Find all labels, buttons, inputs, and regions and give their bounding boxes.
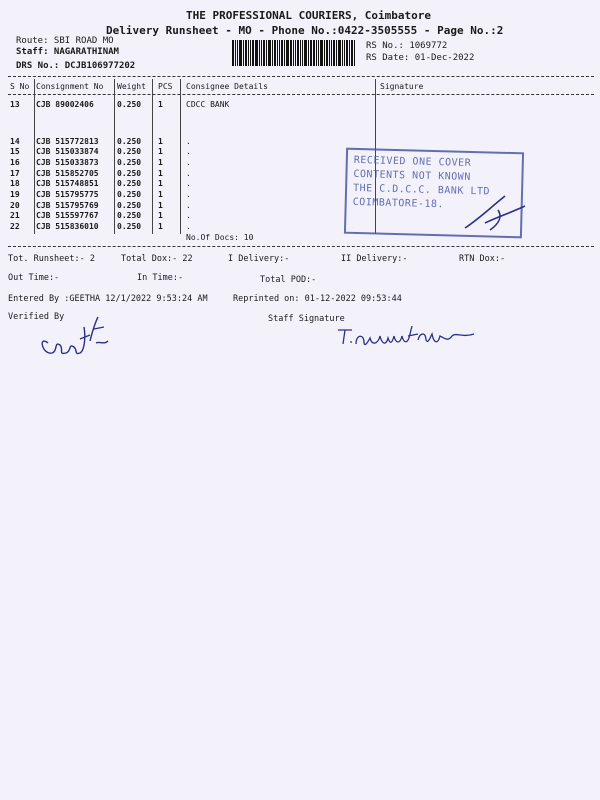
rs-number: RS No.: 1069772 — [366, 41, 448, 51]
barcode-bar — [318, 40, 319, 66]
barcode-bar — [279, 40, 280, 66]
barcode-bar — [232, 40, 234, 66]
divider — [8, 94, 594, 95]
barcode-bar — [302, 40, 303, 66]
barcode-bar — [297, 40, 299, 66]
barcode-bar — [295, 40, 296, 66]
staff-label: Staff: NAGARATHINAM — [16, 47, 119, 57]
barcode-bar — [331, 40, 332, 66]
stamp-signature — [460, 188, 530, 238]
runsheet-page: THE PROFESSIONAL COURIERS, Coimbatore Delivery Runsheet - MO - Phone No.:0422-3505555 - Page No.:2 Route: SBI ROAD MO Staff: NAGARATHINAM DRS No.: DCJB106977202 RS No.: 1069772 RS Date: 01-Dec-2022 S No Consignment No Weight PCS Consignee Details Signature 13 CJB 89002406 0.250 1 CDCC BANK 14 CJB 515772813 0.250 1 . 15 CJB 515033874 0.250 1 . 16 CJB 515033873 0.250 1 . 17 CJB 515852705 0.250 1 . 18 CJB 515748851 0.250 1 . 19 CJB 515795775 0.250 1 . 20 CJB 515795769 0.250 1 . 21 CJB 515597767 0.250 1 . 22 CJB 515836010 0.250 1 . No.Of Docs: 10 RECEIVED ONE COVER CONTENTS NOT KNOWN THE C.D.C.C. BANK LTD COIMBATORE-18. Tot. Runsheet:- 2 Total Dox:- 22 I Delivery:- II Delivery:- RTN Dox:- Out Time:- In Time:- Total POD:- Entered By :GEETHA 12/1/2022 9:53:24 AM Reprinted on: 01-12-2022 09:53:44 Verified By Staff Signature — [0, 0, 600, 800]
barcode-bar — [235, 40, 236, 66]
barcode-bar — [237, 40, 238, 66]
barcode-bar — [293, 40, 294, 66]
barcode-bar — [313, 40, 315, 66]
barcode-bar — [268, 40, 271, 66]
barcode-bar — [326, 40, 328, 66]
barcode-bar — [304, 40, 307, 66]
total-dox: Total Dox:- 22 — [121, 254, 193, 264]
barcode-bar — [290, 40, 292, 66]
barcode-bar — [324, 40, 325, 66]
reprinted-on: Reprinted on: 01-12-2022 09:53:44 — [233, 294, 402, 304]
barcode-bar — [252, 40, 254, 66]
column-divider — [114, 79, 115, 234]
barcode-bar — [346, 40, 348, 66]
barcode-bar — [286, 40, 289, 66]
i-delivery: I Delivery:- — [228, 254, 290, 264]
column-divider — [34, 79, 35, 234]
barcode-bar — [310, 40, 312, 66]
company-title: THE PROFESSIONAL COURIERS, Coimbatore — [186, 9, 432, 22]
barcode-bar — [329, 40, 330, 66]
barcode-bar — [344, 40, 345, 66]
barcode-bar — [261, 40, 262, 66]
barcode-bar — [320, 40, 323, 66]
barcode-bar — [316, 40, 317, 66]
tot-runsheet: Tot. Runsheet:- 2 — [8, 254, 95, 264]
received-stamp: RECEIVED ONE COVER CONTENTS NOT KNOWN THE C.D.C.C. BANK LTD COIMBATORE-18. — [344, 148, 524, 239]
barcode-bar — [308, 40, 309, 66]
barcode-bar — [272, 40, 273, 66]
entered-by: Entered By :GEETHA 12/1/2022 9:53:24 AM — [8, 294, 208, 304]
barcode-bar — [259, 40, 260, 66]
barcode-bar — [243, 40, 244, 66]
staff-signature-label: Staff Signature — [268, 314, 345, 324]
barcode-bar — [354, 40, 355, 66]
barcode-bar — [274, 40, 276, 66]
barcode-bar — [245, 40, 247, 66]
column-divider — [152, 79, 153, 234]
rs-date: RS Date: 01-Dec-2022 — [366, 53, 475, 63]
barcode-bar — [333, 40, 335, 66]
barcode-bar — [284, 40, 285, 66]
barcode-bar — [250, 40, 251, 66]
col-sno: S No — [10, 82, 30, 91]
col-consignee: Consignee Details — [186, 82, 268, 91]
runsheet-title: Delivery Runsheet - MO - Phone No.:0422-3505555 - Page No.:2 — [106, 24, 504, 37]
barcode-bar — [338, 40, 341, 66]
in-time: In Time:- — [137, 273, 184, 283]
col-weight: Weight — [117, 82, 146, 91]
out-time: Out Time:- — [8, 273, 60, 283]
barcode-bar — [255, 40, 258, 66]
no-of-docs: No.Of Docs: 10 — [186, 233, 254, 242]
col-signature: Signature — [380, 82, 424, 91]
divider — [8, 246, 594, 247]
drs-number: DRS No.: DCJB106977202 — [16, 61, 136, 71]
barcode-bar — [248, 40, 249, 66]
barcode-bar — [336, 40, 337, 66]
total-pod: Total POD:- — [260, 275, 317, 285]
barcode-bar — [349, 40, 350, 66]
barcode-bar — [342, 40, 343, 66]
route-label: Route: SBI ROAD MO — [16, 36, 114, 46]
col-consignment: Consignment No — [36, 82, 104, 91]
barcode-bar — [239, 40, 242, 66]
ii-delivery: II Delivery:- — [341, 254, 408, 264]
divider — [8, 76, 594, 77]
barcode-bar — [266, 40, 267, 66]
verified-by: Verified By — [8, 312, 65, 322]
column-divider — [180, 79, 181, 234]
verifier-signature — [34, 305, 114, 363]
barcode-bar — [263, 40, 265, 66]
barcode-bar — [300, 40, 301, 66]
rtn-dox: RTN Dox:- — [459, 254, 506, 264]
barcode-bar — [351, 40, 353, 66]
barcode — [232, 40, 358, 66]
staff-signature — [334, 322, 484, 354]
barcode-bar — [281, 40, 283, 66]
col-pcs: PCS — [158, 82, 173, 91]
barcode-bar — [277, 40, 278, 66]
